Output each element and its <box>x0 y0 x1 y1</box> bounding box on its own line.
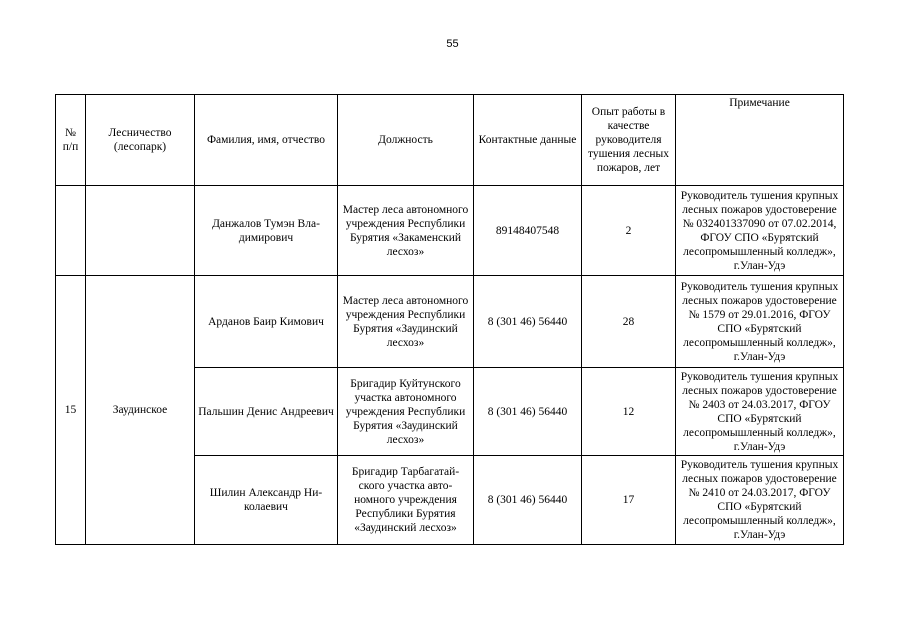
cell-num: 15 <box>56 276 86 545</box>
page-number: 55 <box>446 38 459 50</box>
cell-contact: 89148407548 <box>474 186 582 276</box>
cell-note: Руководитель тушения крупных лесных пожаров удостоверение № 2410 от 24.03.2017, ФГОУ СПО «Бурятский лесопромышленный колледж», г.Улан-Удэ <box>676 456 844 545</box>
cell-position: Мастер леса автономного учреждения Республики Бурятия «Заудинский лесхоз» <box>338 276 474 368</box>
table-row <box>56 186 844 276</box>
cell-contact: 8 (301 46) 56440 <box>474 368 582 456</box>
cell-note: Руководитель тушения крупных лесных пожаров удостоверение № 1579 от 29.01.2016, ФГОУ СПО «Бурятский лесопромышленный колледж», г.Улан-Удэ <box>676 276 844 368</box>
cell-experience: 12 <box>582 368 676 456</box>
cell-name: Пальшин Денис Андреевич <box>195 368 338 456</box>
cell-contact: 8 (301 46) 56440 <box>474 456 582 545</box>
header-note: Примечание <box>676 95 844 186</box>
cell-name: Данжалов Тумэн Владимирович <box>195 186 338 276</box>
header-contact: Контактные данные <box>474 95 582 186</box>
cell-position: Мастер леса автономного учреждения Республики Бурятия «Закаменский лесхоз» <box>338 186 474 276</box>
cell-position: Бригадир Куйтунского участка автономного учреждения Республики Бурятия «Заудинский лесхоз» <box>338 368 474 456</box>
cell-num <box>56 186 86 276</box>
cell-forestry <box>86 186 195 276</box>
header-forestry: Лесничество (лесопарк) <box>86 95 195 186</box>
cell-name: Шилин Александр Николаевич <box>195 456 338 545</box>
cell-name: Арданов Баир Кимович <box>195 276 338 368</box>
table-header-row <box>56 95 844 186</box>
header-experience: Опыт работы в качестве руководителя тушения лесных пожаров, лет <box>582 95 676 186</box>
cell-contact: 8 (301 46) 56440 <box>474 276 582 368</box>
header-position: Должность <box>338 95 474 186</box>
cell-note: Руководитель тушения крупных лесных пожаров удостоверение № 2403 от 24.03.2017, ФГОУ СПО «Бурятский лесопромышленный колледж», г.Улан-Удэ <box>676 368 844 456</box>
cell-note: Руководитель тушения крупных лесных пожаров удостоверение № 032401337090 от 07.02.2014, ФГОУ СПО «Бурятский лесопромышленный колледж», г.Улан-Удэ <box>676 186 844 276</box>
cell-experience: 28 <box>582 276 676 368</box>
table-row <box>56 276 844 368</box>
header-name: Фамилия, имя, отчество <box>195 95 338 186</box>
forestry-managers-table <box>55 94 844 545</box>
cell-forestry: Заудинское <box>86 276 195 545</box>
cell-position: Бригадир Тарбагатайского участка автономного учреждения Республики Бурятия «Заудинский лесхоз» <box>338 456 474 545</box>
cell-experience: 17 <box>582 456 676 545</box>
header-num: № п/п <box>56 95 86 186</box>
cell-experience: 2 <box>582 186 676 276</box>
